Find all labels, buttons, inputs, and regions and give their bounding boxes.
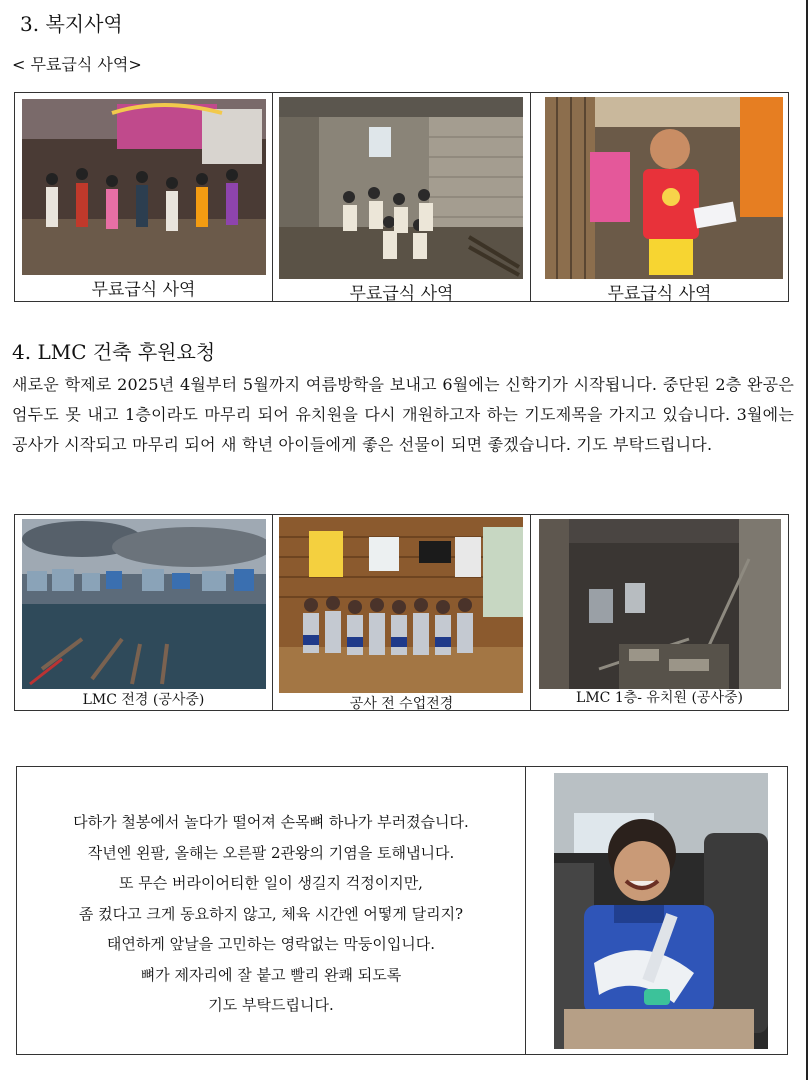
feeding-photo-caption-2: 무료급식 사역 (349, 284, 454, 304)
feeding-photo-cell-1 (15, 93, 273, 302)
lmc-overview-photo (22, 519, 266, 689)
feeding-hall-photo (279, 97, 523, 279)
child-with-food-photo (545, 97, 783, 279)
story-text (17, 807, 525, 1021)
construction-photo-cell-2 (273, 515, 531, 711)
story-line: 태연하게 앞날을 고민하는 영락없는 막둥이입니다. (106, 935, 436, 953)
story-divider (525, 767, 526, 1054)
construction-photo-caption-3: LMC 1층- 유치원 (공사중) (576, 690, 743, 706)
section3-subtitle: < 무료급식 사역> (12, 55, 142, 74)
story-line: 기도 부탁드립니다. (208, 996, 334, 1014)
construction-photo-table (14, 514, 789, 711)
section4-paragraph: 새로운 학제로 2025년 4월부터 5월까지 여름방학을 보내고 6월에는 신학기가 시작됩니다. 중단된 2층 완공은 엄두도 못 내고 1층이라도 마무리 되어 유치원을 다시 개원하고자 하는 기도제목을 가지고 있습니다. 3월에는 공사가 시작되고 마무리 되어 새 학년 아이들에게 좋은 선물이 되면 좋겠습니다. 기도 부탁드립니다. (12, 375, 794, 454)
story-line: 작년엔 왼팔, 올해는 오른팔 2관왕의 기염을 토해냅니다. (87, 843, 455, 862)
construction-photo-cell-3 (531, 515, 789, 711)
story-line: 또 무슨 버라이어티한 일이 생길지 걱정이지만, (119, 874, 423, 892)
feeding-photo-table (14, 92, 789, 302)
feeding-event-photo (22, 99, 266, 275)
section4-title: 4. LMC 건축 후원요청 (12, 340, 216, 364)
section3-title: 3. 복지사역 (20, 12, 123, 36)
kindergarten-construction-photo (539, 519, 781, 689)
construction-photo-caption-2: 공사 전 수업전경 (349, 696, 454, 712)
story-line: 좀 컸다고 크게 동요하지 않고, 체육 시간엔 어떻게 달리지? (78, 904, 464, 923)
boy-with-arm-sling-photo (554, 773, 768, 1049)
construction-photo-cell-1 (15, 515, 273, 711)
story-line: 뼈가 제자리에 잘 붙고 빨리 완쾌 되도록 (140, 965, 402, 984)
feeding-photo-cell-2 (273, 93, 531, 302)
story-line: 다하가 철봉에서 놀다가 떨어져 손목뼈 하나가 부러졌습니다. (73, 813, 469, 831)
construction-photo-caption-1: LMC 전경 (공사중) (82, 692, 205, 708)
page-right-border (806, 0, 808, 1080)
feeding-photo-caption-1: 무료급식 사역 (91, 280, 196, 300)
feeding-photo-cell-3 (531, 93, 789, 302)
feeding-photo-caption-3: 무료급식 사역 (607, 284, 712, 304)
prayer-story-box (16, 766, 788, 1055)
classroom-photo (279, 517, 523, 693)
